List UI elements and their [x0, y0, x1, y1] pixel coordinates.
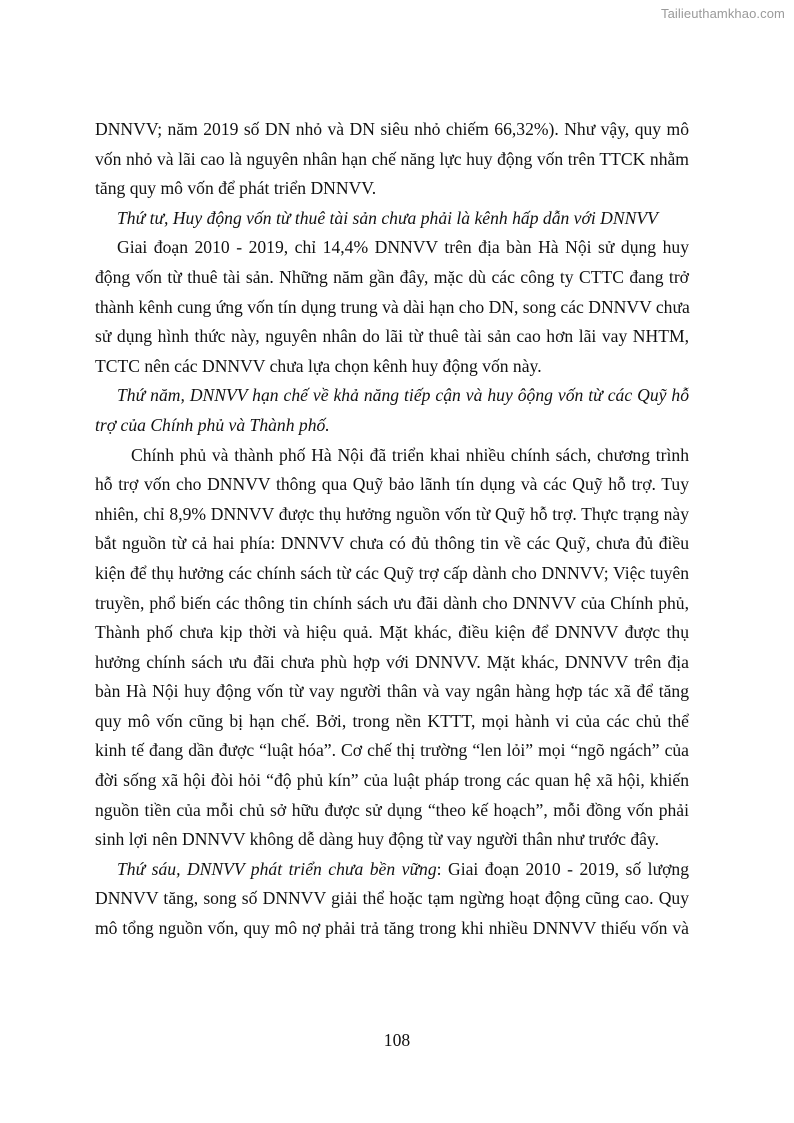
- text-line: [95, 825, 689, 855]
- text-segment: truyền, phổ biến các thông tin chính sách ưu đãi dành cho DNNVV của Chính phủ,: [95, 592, 689, 613]
- text-line: [95, 411, 689, 441]
- text-segment: kiện để thụ hưởng các chính sách từ các Quỹ trợ cấp dành cho DNNVV; Việc tuyên: [95, 562, 689, 583]
- document-body: [95, 115, 689, 944]
- italic-text-segment: Thứ tư, Huy động vốn từ thuê tài sản chưa phải là kênh hấp dẫn với DNNVV: [117, 207, 658, 228]
- text-segment: Thành phố chưa kịp thời và hiệu quả. Mặt khác, điều kiện để DNNVV được thụ: [95, 622, 689, 643]
- text-segment: sử dụng hình thức này, nguyên nhân do lãi từ thuê tài sản cao hơn lãi vay NHTM,: [95, 326, 689, 347]
- text-segment: nguồn tiền của mỗi chủ sở hữu được sử dụng “theo kế hoạch”, mỗi đồng vốn phải: [95, 799, 689, 820]
- text-segment: động vốn từ thuê tài sản. Những năm gần đây, mặc dù các công ty CTTC đang trở: [95, 266, 689, 287]
- text-line: [95, 796, 689, 826]
- text-segment: thành kênh cung ứng vốn tín dụng trung và dài hạn cho DN, song các DNNVV chưa: [95, 296, 690, 317]
- text-segment: : Giai đoạn 2010 - 2019, số lượng: [436, 858, 689, 879]
- text-segment: vốn nhỏ và lãi cao là nguyên nhân hạn chế năng lực huy động vốn trên TTCK nhằm: [95, 148, 689, 169]
- text-line: [95, 381, 689, 411]
- text-segment: bàn Hà Nội huy động vốn từ vay người thân và vay ngân hàng hợp tác xã để tăng: [95, 681, 689, 702]
- text-line: [95, 677, 689, 707]
- text-line: [95, 766, 689, 796]
- text-line: [95, 559, 689, 589]
- text-segment: quy mô vốn cũng bị hạn chế. Bởi, trong nền KTTT, mọi hành vi của các chủ thể: [95, 710, 689, 731]
- page-number: 108: [383, 1030, 411, 1050]
- text-line: [95, 322, 689, 352]
- text-line: [95, 352, 689, 382]
- text-line: [95, 145, 689, 175]
- text-line: [95, 470, 689, 500]
- text-segment: TCTC nên các DNNVV chưa lựa chọn kênh huy động vốn này.: [95, 355, 542, 376]
- text-segment: hưởng chính sách ưu đãi chưa phù hợp với DNNVV. Mặt khác, DNNVV trên địa: [95, 651, 689, 672]
- text-segment: kinh tế đang dần được “luật hóa”. Cơ chế thị trường “len lỏi” mọi “ngõ ngách” của: [95, 740, 689, 761]
- text-line: [95, 589, 689, 619]
- text-segment: Chính phủ và thành phố Hà Nội đã triển khai nhiều chính sách, chương trình: [131, 444, 689, 465]
- text-segment: đời sống xã hội đòi hỏi “độ phủ kín” của luật pháp trong các quan hệ xã hội, khiến: [95, 770, 689, 791]
- text-line: [95, 618, 689, 648]
- text-line: [95, 855, 689, 885]
- text-line: [95, 115, 689, 145]
- italic-text-segment: trợ của Chính phủ và Thành phố.: [95, 414, 330, 435]
- text-line: [95, 736, 689, 766]
- italic-text-segment: Thứ sáu, DNNVV phát triển chưa bền vững: [117, 858, 437, 879]
- text-segment: tăng quy mô vốn để phát triển DNNVV.: [95, 178, 377, 199]
- text-line: [95, 707, 689, 737]
- text-segment: nhiên, chỉ 8,9% DNNVV được thụ hưởng nguồn vốn từ Quỹ hỗ trợ. Thực trạng này: [95, 503, 689, 524]
- text-segment: DNNVV tăng, song số DNNVV giải thể hoặc tạm ngừng hoạt động cũng cao. Quy: [95, 888, 689, 909]
- text-segment: Giai đoạn 2010 - 2019, chỉ 14,4% DNNVV trên địa bàn Hà Nội sử dụng huy: [117, 237, 689, 258]
- text-line: [95, 529, 689, 559]
- text-line: [95, 441, 689, 471]
- text-segment: hỗ trợ vốn cho DNNVV thông qua Quỹ bảo lãnh tín dụng và các Quỹ hỗ trợ. Tuy: [95, 474, 689, 495]
- text-line: [95, 293, 689, 323]
- text-line: [95, 884, 689, 914]
- text-line: [95, 233, 689, 263]
- text-segment: mô tổng nguồn vốn, quy mô nợ phải trả tăng trong khi nhiều DNNVV thiếu vốn và: [95, 918, 689, 939]
- text-segment: bắt nguồn từ cả hai phía: DNNVV chưa có đủ thông tin về các Quỹ, chưa đủ điều: [95, 533, 689, 554]
- watermark: Tailieuthamkhao.com: [660, 6, 785, 21]
- text-segment: DNNVV; năm 2019 số DN nhỏ và DN siêu nhỏ chiếm 66,32%). Như vậy, quy mô: [95, 119, 689, 139]
- text-line: [95, 204, 689, 234]
- italic-text-segment: Thứ năm, DNNVV hạn chế về khả năng tiếp cận và huy ôộng vốn từ các Quỹ hỗ: [117, 385, 689, 406]
- text-segment: sinh lợi nên DNNVV không dễ dàng huy động từ vay người thân như trước đây.: [95, 829, 659, 850]
- text-line: [95, 648, 689, 678]
- text-line: [95, 174, 689, 204]
- text-line: [95, 500, 689, 530]
- text-line: [95, 914, 689, 944]
- text-line: [95, 263, 689, 293]
